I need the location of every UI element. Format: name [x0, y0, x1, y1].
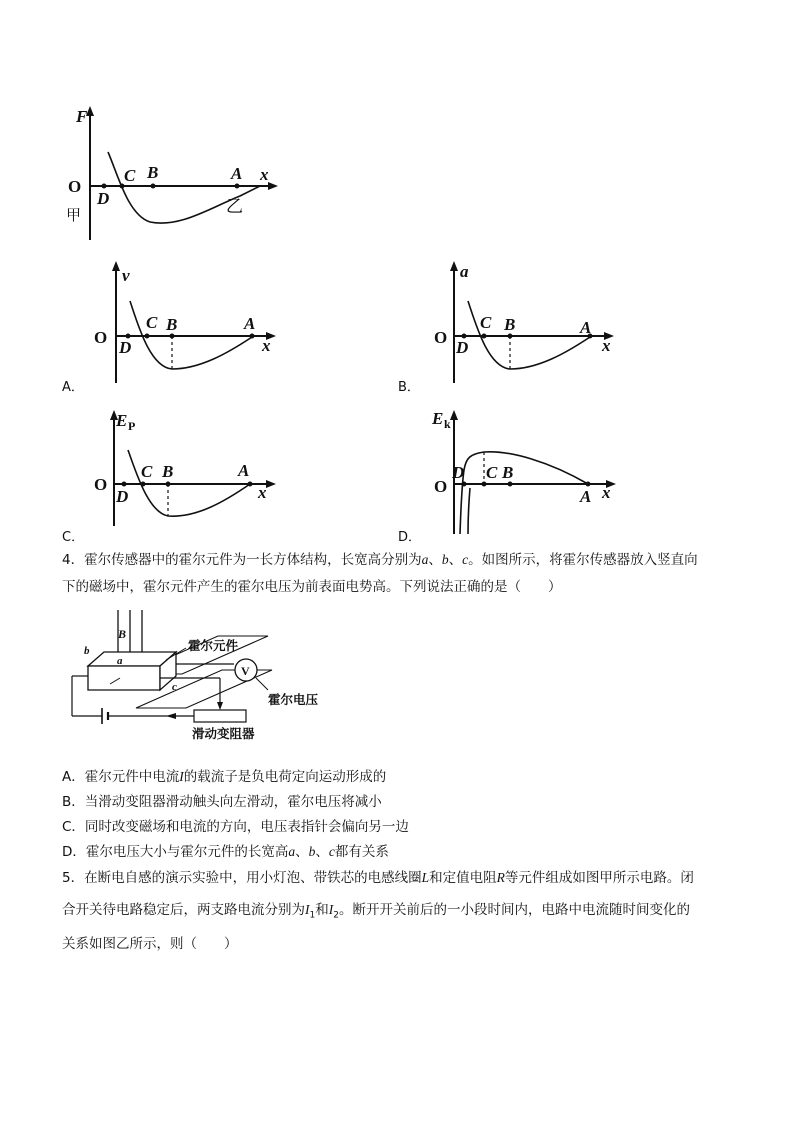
- point-c-label: C: [124, 166, 136, 185]
- point-d-label: D: [456, 338, 469, 357]
- current-arrow-icon: [166, 713, 176, 719]
- option-d-letter[interactable]: D．: [398, 530, 422, 545]
- y-axis-arrow-icon: [112, 261, 120, 271]
- point-c-dot: [482, 334, 487, 339]
- q4-option-b[interactable]: B．当滑动变阻器滑动触头向左滑动，霍尔电压将减小: [62, 794, 382, 810]
- point-a-label: A: [231, 164, 243, 183]
- kinetic-energy-asymptote: [468, 488, 470, 534]
- axis-x-label: x: [262, 336, 271, 355]
- axis-x-label: x: [260, 165, 269, 184]
- hall-sensor-figure: [66, 606, 356, 746]
- option-d-graph: [430, 404, 630, 540]
- point-d-label: D: [119, 338, 132, 357]
- tag-yi: 乙: [226, 197, 243, 217]
- axis-y-subscript: P: [128, 419, 136, 433]
- point-b-label: B: [502, 463, 514, 482]
- figure-jia: [60, 100, 290, 260]
- option-b-graph: [428, 255, 628, 395]
- point-c-label: C: [141, 462, 153, 481]
- y-axis-arrow-icon: [450, 410, 458, 420]
- hall-voltage-label: 霍尔电压: [268, 692, 319, 707]
- point-a-dot: [235, 184, 240, 189]
- rheostat-label: 滑动变阻器: [192, 726, 255, 741]
- point-c-label: C: [146, 313, 158, 332]
- point-d-label: D: [452, 463, 465, 482]
- q5-stem-line-2: 合开关待电路稳定后，两支路电流分别为$I_1$和$I_2$。断开开关前后的一小段时间内，电路中电流随时间变化的: [62, 902, 690, 921]
- option-b-letter[interactable]: B．: [398, 380, 420, 395]
- q4-option-a[interactable]: A．霍尔元件中电流I的载流子是负电荷定向运动形成的: [62, 769, 387, 785]
- point-a-label: A: [580, 487, 592, 506]
- q5-stem-line-3: 关系如图乙所示，则（ ）: [62, 936, 238, 952]
- point-b-dot: [170, 334, 175, 339]
- kinetic-energy-curve: [460, 452, 588, 534]
- option-a-graph: [90, 255, 290, 395]
- field-label: B: [118, 627, 127, 641]
- x-axis-arrow-icon: [266, 480, 276, 488]
- point-d-dot: [122, 482, 127, 487]
- point-b-dot: [151, 184, 156, 189]
- option-a-letter[interactable]: A．: [62, 380, 84, 395]
- axis-y-label: a: [460, 262, 469, 281]
- point-b-label: B: [147, 163, 159, 182]
- q4-stem-line-2: 下的磁场中，霍尔元件产生的霍尔电压为前表面电势高。下列说法正确的是（ ）: [62, 579, 562, 595]
- point-b-dot: [166, 482, 171, 487]
- point-c-label: C: [480, 313, 492, 332]
- point-c-dot: [145, 334, 150, 339]
- point-b-dot: [508, 334, 513, 339]
- point-b-label: B: [166, 315, 178, 334]
- axis-y-subscript: k: [444, 417, 451, 431]
- dim-a-label: a: [117, 655, 123, 667]
- point-c-dot: [482, 482, 487, 487]
- hall-element-label: 霍尔元件: [188, 638, 239, 653]
- tag-jia: 甲: [66, 206, 82, 224]
- dim-c-label: c: [172, 681, 177, 693]
- point-a-dot: [248, 482, 253, 487]
- rheostat-icon: [194, 710, 246, 722]
- point-c-dot: [141, 482, 146, 487]
- dim-b-label: b: [84, 645, 90, 657]
- voltmeter-label: V: [241, 664, 250, 678]
- origin-label: O: [434, 328, 448, 347]
- axis-x-label: x: [602, 483, 611, 502]
- axis-y-label: E: [116, 411, 128, 430]
- origin-label: O: [68, 177, 82, 196]
- y-axis-arrow-icon: [450, 261, 458, 271]
- q4-option-d[interactable]: D．霍尔电压大小与霍尔元件的长宽高a、b、c都有关系: [62, 844, 389, 860]
- point-d-label: D: [97, 189, 110, 208]
- point-d-dot: [462, 482, 467, 487]
- point-a-label: A: [580, 318, 592, 337]
- q4-option-c[interactable]: C．同时改变磁场和电流的方向，电压表指针会偏向另一边: [62, 819, 409, 835]
- option-c-letter[interactable]: C．: [62, 530, 85, 545]
- hall-element-front: [88, 666, 160, 690]
- axis-y-label: v: [122, 266, 130, 285]
- point-b-label: B: [162, 462, 174, 481]
- point-d-dot: [102, 184, 107, 189]
- axis-x-label: x: [258, 483, 267, 502]
- point-b-dot: [508, 482, 513, 487]
- point-a-dot: [250, 334, 255, 339]
- origin-label: O: [94, 475, 108, 494]
- origin-label: O: [94, 328, 108, 347]
- axis-y-label: F: [76, 107, 88, 126]
- point-b-label: B: [504, 315, 516, 334]
- q5-stem-line-1: 5．在断电自感的演示实验中，用小灯泡、带铁芯的电感线圈L和定值电阻R等元件组成如图甲所示电路。闭: [62, 870, 694, 886]
- origin-label: O: [434, 477, 448, 496]
- point-a-label: A: [244, 314, 256, 333]
- slider-arrow-icon: [217, 702, 223, 710]
- axis-y-label: E: [432, 409, 444, 428]
- axis-x-label: x: [602, 336, 611, 355]
- point-d-label: D: [116, 487, 129, 506]
- point-a-label: A: [238, 461, 250, 480]
- q4-stem-line-1: 4．霍尔传感器中的霍尔元件为一长方体结构，长宽高分别为a、b、c。如图所示，将霍尔传感器放入竖直向: [62, 552, 698, 568]
- point-c-label: C: [486, 463, 498, 482]
- point-a-dot: [586, 482, 591, 487]
- option-c-graph: [90, 404, 290, 534]
- x-axis-arrow-icon: [268, 182, 278, 190]
